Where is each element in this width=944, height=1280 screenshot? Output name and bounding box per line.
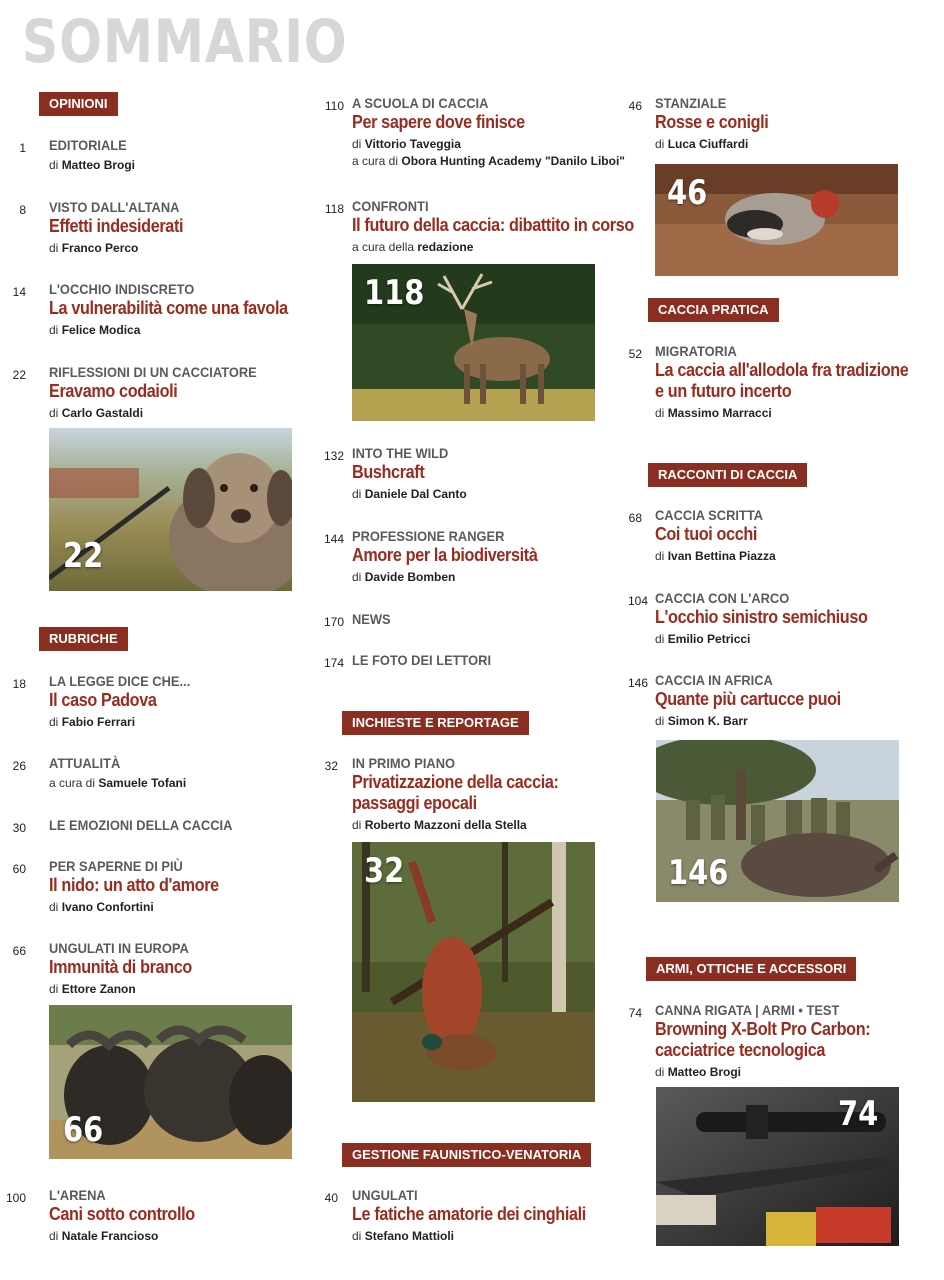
- entry-rubric: PROFESSIONE RANGER: [352, 528, 505, 544]
- entry-rubric: ATTUALITÀ: [49, 755, 121, 771]
- toc-entry-visto-dall-altana[interactable]: [49, 198, 329, 257]
- toc-entry-riflessioni[interactable]: [49, 363, 329, 422]
- entry-byline: di Carlo Gastaldi: [49, 406, 144, 420]
- page-number: 174: [323, 656, 344, 670]
- toc-entry-caccia-arco[interactable]: [655, 589, 935, 648]
- toc-entry-attualita[interactable]: [49, 754, 329, 792]
- entry-headline: Amore per la biodiversità: [352, 545, 538, 565]
- entry-rubric: RIFLESSIONI DI UN CACCIATORE: [49, 364, 257, 380]
- entry-headline: La caccia all'allodola fra tradizione: [655, 360, 909, 380]
- page-number: 146: [627, 676, 648, 690]
- photo-page-number: 118: [364, 273, 425, 313]
- toc-entry-caccia-scritta[interactable]: [655, 506, 935, 565]
- deer-photo[interactable]: [352, 264, 595, 421]
- section-badge-gestione: GESTIONE FAUNISTICO-VENATORIA: [342, 1143, 591, 1167]
- toc-entry-into-the-wild[interactable]: [352, 444, 632, 503]
- entry-headline: Il caso Padova: [49, 690, 157, 710]
- entry-rubric: STANZIALE: [655, 95, 727, 111]
- toc-entry-canna-rigata[interactable]: [655, 1001, 935, 1081]
- photo-page-number: 66: [63, 1110, 104, 1150]
- page-number: 144: [323, 532, 344, 546]
- entry-byline: di Natale Francioso: [49, 1229, 159, 1243]
- page-number: 40: [324, 1191, 338, 1205]
- entry-headline: Quante più cartucce puoi: [655, 689, 841, 709]
- entry-headline: Il futuro della caccia: dibattito in corso: [352, 215, 634, 235]
- toc-entry-legge[interactable]: [49, 672, 329, 731]
- page-number: 170: [323, 615, 344, 629]
- entry-rubric: A SCUOLA DI CACCIA: [352, 95, 489, 111]
- page-number: 46: [628, 99, 642, 113]
- toc-entry-news[interactable]: [352, 610, 632, 628]
- entry-rubric: LE FOTO DEI LETTORI: [352, 652, 492, 668]
- entry-rubric: NEWS: [352, 611, 391, 627]
- photo-page-number: 22: [63, 536, 104, 576]
- section-badge-armi: ARMI, OTTICHE E ACCESSORI: [646, 957, 856, 981]
- section-badge-racconti: RACCONTI DI CACCIA: [648, 463, 807, 487]
- page-number: 66: [12, 944, 26, 958]
- entry-rubric: CACCIA CON L'ARCO: [655, 590, 790, 606]
- section-badge-opinioni: OPINIONI: [39, 92, 118, 116]
- entry-byline: di Vittorio Taveggia: [352, 137, 461, 151]
- toc-entry-ungulati-europa[interactable]: [49, 939, 329, 998]
- entry-byline: di Fabio Ferrari: [49, 715, 136, 729]
- entry-byline: di Massimo Marracci: [655, 406, 772, 420]
- toc-entry-occhio-indiscreto[interactable]: [49, 280, 329, 339]
- page-number: 22: [12, 368, 26, 382]
- entry-rubric: INTO THE WILD: [352, 445, 449, 461]
- page-number: 74: [628, 1006, 642, 1020]
- photo-page-number: 46: [667, 173, 708, 213]
- partridge-photo[interactable]: [655, 164, 898, 276]
- photo-page-number: 74: [837, 1094, 878, 1134]
- entry-byline: di Roberto Mazzoni della Stella: [352, 818, 527, 832]
- entry-headline-line2: e un futuro incerto: [655, 381, 792, 401]
- page-number: 118: [324, 202, 344, 216]
- toc-entry-arena[interactable]: [49, 1186, 329, 1245]
- page-number: 52: [628, 347, 642, 361]
- entry-byline: di Matteo Brogi: [49, 158, 136, 172]
- entry-rubric: IN PRIMO PIANO: [352, 755, 456, 771]
- section-badge-rubriche: RUBRICHE: [39, 627, 128, 651]
- entry-rubric: CANNA RIGATA | ARMI • TEST: [655, 1002, 840, 1018]
- toc-entry-confronti[interactable]: [352, 197, 632, 256]
- pheasant-photo[interactable]: [352, 842, 595, 1102]
- toc-entry-caccia-africa[interactable]: [655, 671, 935, 730]
- entry-headline: Effetti indesiderati: [49, 216, 184, 236]
- entry-byline: di Ivan Bettina Piazza: [655, 549, 776, 563]
- page-number: 8: [19, 203, 26, 217]
- toc-entry-editoriale[interactable]: [49, 136, 329, 174]
- entry-headline-line2: passaggi epocali: [352, 793, 477, 813]
- rifle-photo[interactable]: [656, 1087, 899, 1246]
- entry-byline: a cura della redazione: [352, 240, 474, 254]
- entry-byline: di Daniele Dal Canto: [352, 487, 467, 501]
- page-number: 1: [19, 141, 26, 155]
- entry-rubric: CACCIA IN AFRICA: [655, 672, 773, 688]
- rhino-photo[interactable]: [656, 740, 899, 902]
- page-number: 60: [12, 862, 26, 876]
- entry-byline: di Felice Modica: [49, 323, 141, 337]
- entry-rubric: EDITORIALE: [49, 137, 127, 153]
- toc-entry-foto-lettori[interactable]: [352, 651, 632, 669]
- entry-headline: Le fatiche amatorie dei cinghiali: [352, 1204, 586, 1224]
- entry-rubric: L'ARENA: [49, 1187, 106, 1203]
- page-number: 30: [12, 821, 26, 835]
- page-number: 110: [324, 99, 344, 113]
- page-number: 14: [12, 285, 26, 299]
- entry-headline: Eravamo codaioli: [49, 381, 178, 401]
- page-number: 100: [5, 1191, 26, 1205]
- entry-rubric: MIGRATORIA: [655, 343, 737, 359]
- entry-headline: Il nido: un atto d'amore: [49, 875, 219, 895]
- page-number: 18: [12, 677, 26, 691]
- entry-headline: Bushcraft: [352, 462, 425, 482]
- entry-byline: di Simon K. Barr: [655, 714, 748, 728]
- entry-headline: Immunità di branco: [49, 957, 192, 977]
- page-number: 32: [324, 759, 338, 773]
- page-number: 104: [627, 594, 648, 608]
- section-badge-caccia-pratica: CACCIA PRATICA: [648, 298, 779, 322]
- entry-headline: La vulnerabilità come una favola: [49, 298, 288, 318]
- entry-byline: di Stefano Mattioli: [352, 1229, 455, 1243]
- entry-byline: di Emilio Petricci: [655, 632, 751, 646]
- page-title: SOMMARIO: [22, 7, 348, 77]
- toc-entry-emozioni[interactable]: [49, 816, 329, 834]
- entry-byline: di Ettore Zanon: [49, 982, 136, 996]
- toc-entry-migratoria[interactable]: [655, 342, 935, 422]
- toc-entry-scuola-di-caccia[interactable]: [352, 94, 632, 170]
- entry-headline: Rosse e conigli: [655, 112, 769, 132]
- entry-headline: L'occhio sinistro semichiuso: [655, 607, 868, 627]
- entry-headline: Cani sotto controllo: [49, 1204, 195, 1224]
- page-number: 132: [323, 449, 344, 463]
- entry-rubric: CONFRONTI: [352, 198, 429, 214]
- entry-rubric: LE EMOZIONI DELLA CACCIA: [49, 817, 233, 833]
- entry-byline: di Franco Perco: [49, 241, 139, 255]
- dog-photo[interactable]: [49, 428, 292, 591]
- toc-entry-professione-ranger[interactable]: [352, 527, 632, 586]
- entry-byline: di Matteo Brogi: [655, 1065, 742, 1079]
- entry-byline-secondary: a cura di Obora Hunting Academy "Danilo Liboi": [352, 154, 625, 168]
- entry-headline: Coi tuoi occhi: [655, 524, 758, 544]
- entry-byline: di Davide Bomben: [352, 570, 456, 584]
- entry-byline: di Ivano Confortini: [49, 900, 154, 914]
- entry-byline: a cura di Samuele Tofani: [49, 776, 187, 790]
- entry-rubric: UNGULATI IN EUROPA: [49, 940, 189, 956]
- toc-entry-ungulati[interactable]: [352, 1186, 632, 1245]
- entry-headline: Browning X-Bolt Pro Carbon:: [655, 1019, 871, 1039]
- entry-rubric: VISTO DALL'ALTANA: [49, 199, 180, 215]
- entry-headline: Per sapere dove finisce: [352, 112, 525, 132]
- buffalo-photo[interactable]: [49, 1005, 292, 1159]
- photo-page-number: 146: [668, 853, 729, 893]
- entry-rubric: CACCIA SCRITTA: [655, 507, 764, 523]
- entry-rubric: UNGULATI: [352, 1187, 418, 1203]
- page-number: 68: [628, 511, 642, 525]
- toc-entry-stanziale[interactable]: [655, 94, 935, 153]
- entry-byline: di Luca Ciuffardi: [655, 137, 749, 151]
- photo-page-number: 32: [364, 851, 405, 891]
- entry-headline-line2: cacciatrice tecnologica: [655, 1040, 826, 1060]
- toc-entry-saperne-di-piu[interactable]: [49, 857, 329, 916]
- toc-entry-primo-piano[interactable]: [352, 754, 632, 834]
- entry-rubric: PER SAPERNE DI PIÙ: [49, 858, 183, 874]
- entry-rubric: LA LEGGE DICE CHE...: [49, 673, 191, 689]
- entry-rubric: L'OCCHIO INDISCRETO: [49, 281, 195, 297]
- entry-headline: Privatizzazione della caccia:: [352, 772, 559, 792]
- section-badge-inchieste: INCHIESTE E REPORTAGE: [342, 711, 529, 735]
- page-number: 26: [12, 759, 26, 773]
